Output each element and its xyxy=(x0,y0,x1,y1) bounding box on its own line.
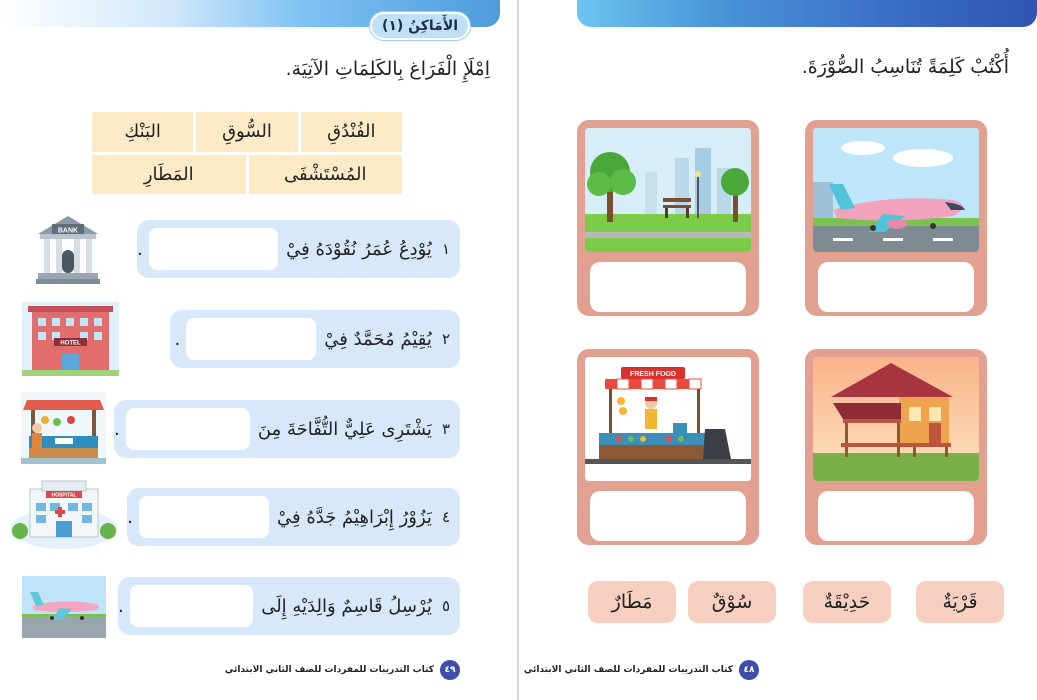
question-text: يَشْتَرِى عَلِيٌّ التُّفَّاحَةَ مِنَ xyxy=(257,418,432,440)
bank-icon xyxy=(34,214,102,286)
word-bank-item: المُسْتَشْفَى xyxy=(249,155,403,195)
word-bank-item: السُّوقِ xyxy=(196,112,297,152)
question-text: يُرْسِلُ قَاسِمٌ وَالِدَيْهِ إِلَى xyxy=(261,595,432,617)
word-chip-market: سُوْقٌ xyxy=(688,581,776,623)
answer-blank-3[interactable] xyxy=(126,408,250,450)
answer-blank-4[interactable] xyxy=(139,496,269,538)
question-row-3 xyxy=(114,400,460,458)
word-bank-item: البَنْكِ xyxy=(92,112,193,152)
hospital-icon xyxy=(8,477,120,549)
house-picture xyxy=(813,357,979,481)
market-picture xyxy=(585,357,751,481)
picture-card-market xyxy=(577,349,759,545)
footer xyxy=(524,660,759,680)
answer-box-park[interactable] xyxy=(590,262,746,312)
question-row-5 xyxy=(118,577,460,635)
chapter-tag: الأَمَاكِنُ (١) xyxy=(370,12,470,40)
picture-card-village xyxy=(805,349,987,545)
question-row-2 xyxy=(170,310,460,368)
question-text: يُقِيْمُ مُحَمَّدٌ فِيْ xyxy=(324,328,432,350)
word-bank-item: المَطَارِ xyxy=(92,155,246,195)
footer-text: كتاب التدريبات للمفردات للصف الثاني الابتدائي xyxy=(523,665,733,675)
word-bank-item: الفُنْدُقِ xyxy=(301,112,402,152)
question-row-4 xyxy=(127,488,460,546)
question-row-1 xyxy=(137,220,460,278)
market-stall-icon xyxy=(21,392,106,464)
park-picture-art xyxy=(585,128,751,252)
question-number: ٥ xyxy=(441,597,450,615)
question-text: يَزُوْرُ إِبْرَاهِيْمُ جَدَّهُ فِيْ xyxy=(276,506,432,528)
instruction-fill-blank: اِمْلَإِ الْفَرَاغ بِالكَلِمَاتِ الآتِيَة. xyxy=(285,58,490,80)
answer-box-airport[interactable] xyxy=(818,262,974,312)
stall-sign: FRESH FOOD xyxy=(630,371,676,378)
picture-card-airport xyxy=(805,120,987,316)
airport-picture xyxy=(813,128,979,252)
answer-box-market[interactable] xyxy=(590,491,746,541)
footer xyxy=(225,660,460,680)
hotel-icon xyxy=(22,302,119,376)
question-text: يُوْدِعُ عُمَرُ نُقُوْدَهُ فِيْ xyxy=(286,238,432,260)
airplane-picture xyxy=(813,128,979,252)
right-page xyxy=(519,0,1037,700)
footer-text: كتاب التدريبات للمفردات للصف الثاني الابتدائي xyxy=(224,665,434,675)
top-band xyxy=(577,0,1037,27)
question-end: . xyxy=(127,506,133,528)
word-chip-village: قَرْيَةٌ xyxy=(916,581,1004,623)
word-chip-airport: مَطَارٌ xyxy=(588,581,676,623)
question-end: . xyxy=(137,238,143,260)
picture-card-park xyxy=(577,120,759,316)
answer-box-village[interactable] xyxy=(818,491,974,541)
answer-blank-2[interactable] xyxy=(186,318,316,360)
answer-blank-1[interactable] xyxy=(149,228,278,270)
airplane-icon xyxy=(22,576,106,638)
question-number: ١ xyxy=(441,240,450,258)
left-page xyxy=(0,0,518,700)
question-end: . xyxy=(174,328,181,350)
question-number: ٢ xyxy=(441,330,450,348)
page-number: ٤٨ xyxy=(739,660,759,680)
page-number: ٤٩ xyxy=(440,660,460,680)
instruction-write-word: أُكْتُبْ كَلِمَةً تُنَاسِبُ الصُّوْرَةَ. xyxy=(801,56,1009,78)
question-number: ٤ xyxy=(441,508,450,526)
hotel-sign: HOTEL xyxy=(60,340,81,347)
bank-sign: BANK xyxy=(57,227,79,235)
word-chip-garden: حَدِيْقَةٌ xyxy=(803,581,891,623)
stall-picture xyxy=(585,357,751,481)
question-end: . xyxy=(114,418,120,440)
answer-blank-5[interactable] xyxy=(130,585,253,627)
village-picture xyxy=(813,357,979,481)
park-picture xyxy=(585,128,751,252)
question-number: ٣ xyxy=(441,420,450,438)
question-end: . xyxy=(118,595,124,617)
word-bank xyxy=(92,112,402,194)
hospital-sign: HOSPITAL xyxy=(51,492,77,499)
